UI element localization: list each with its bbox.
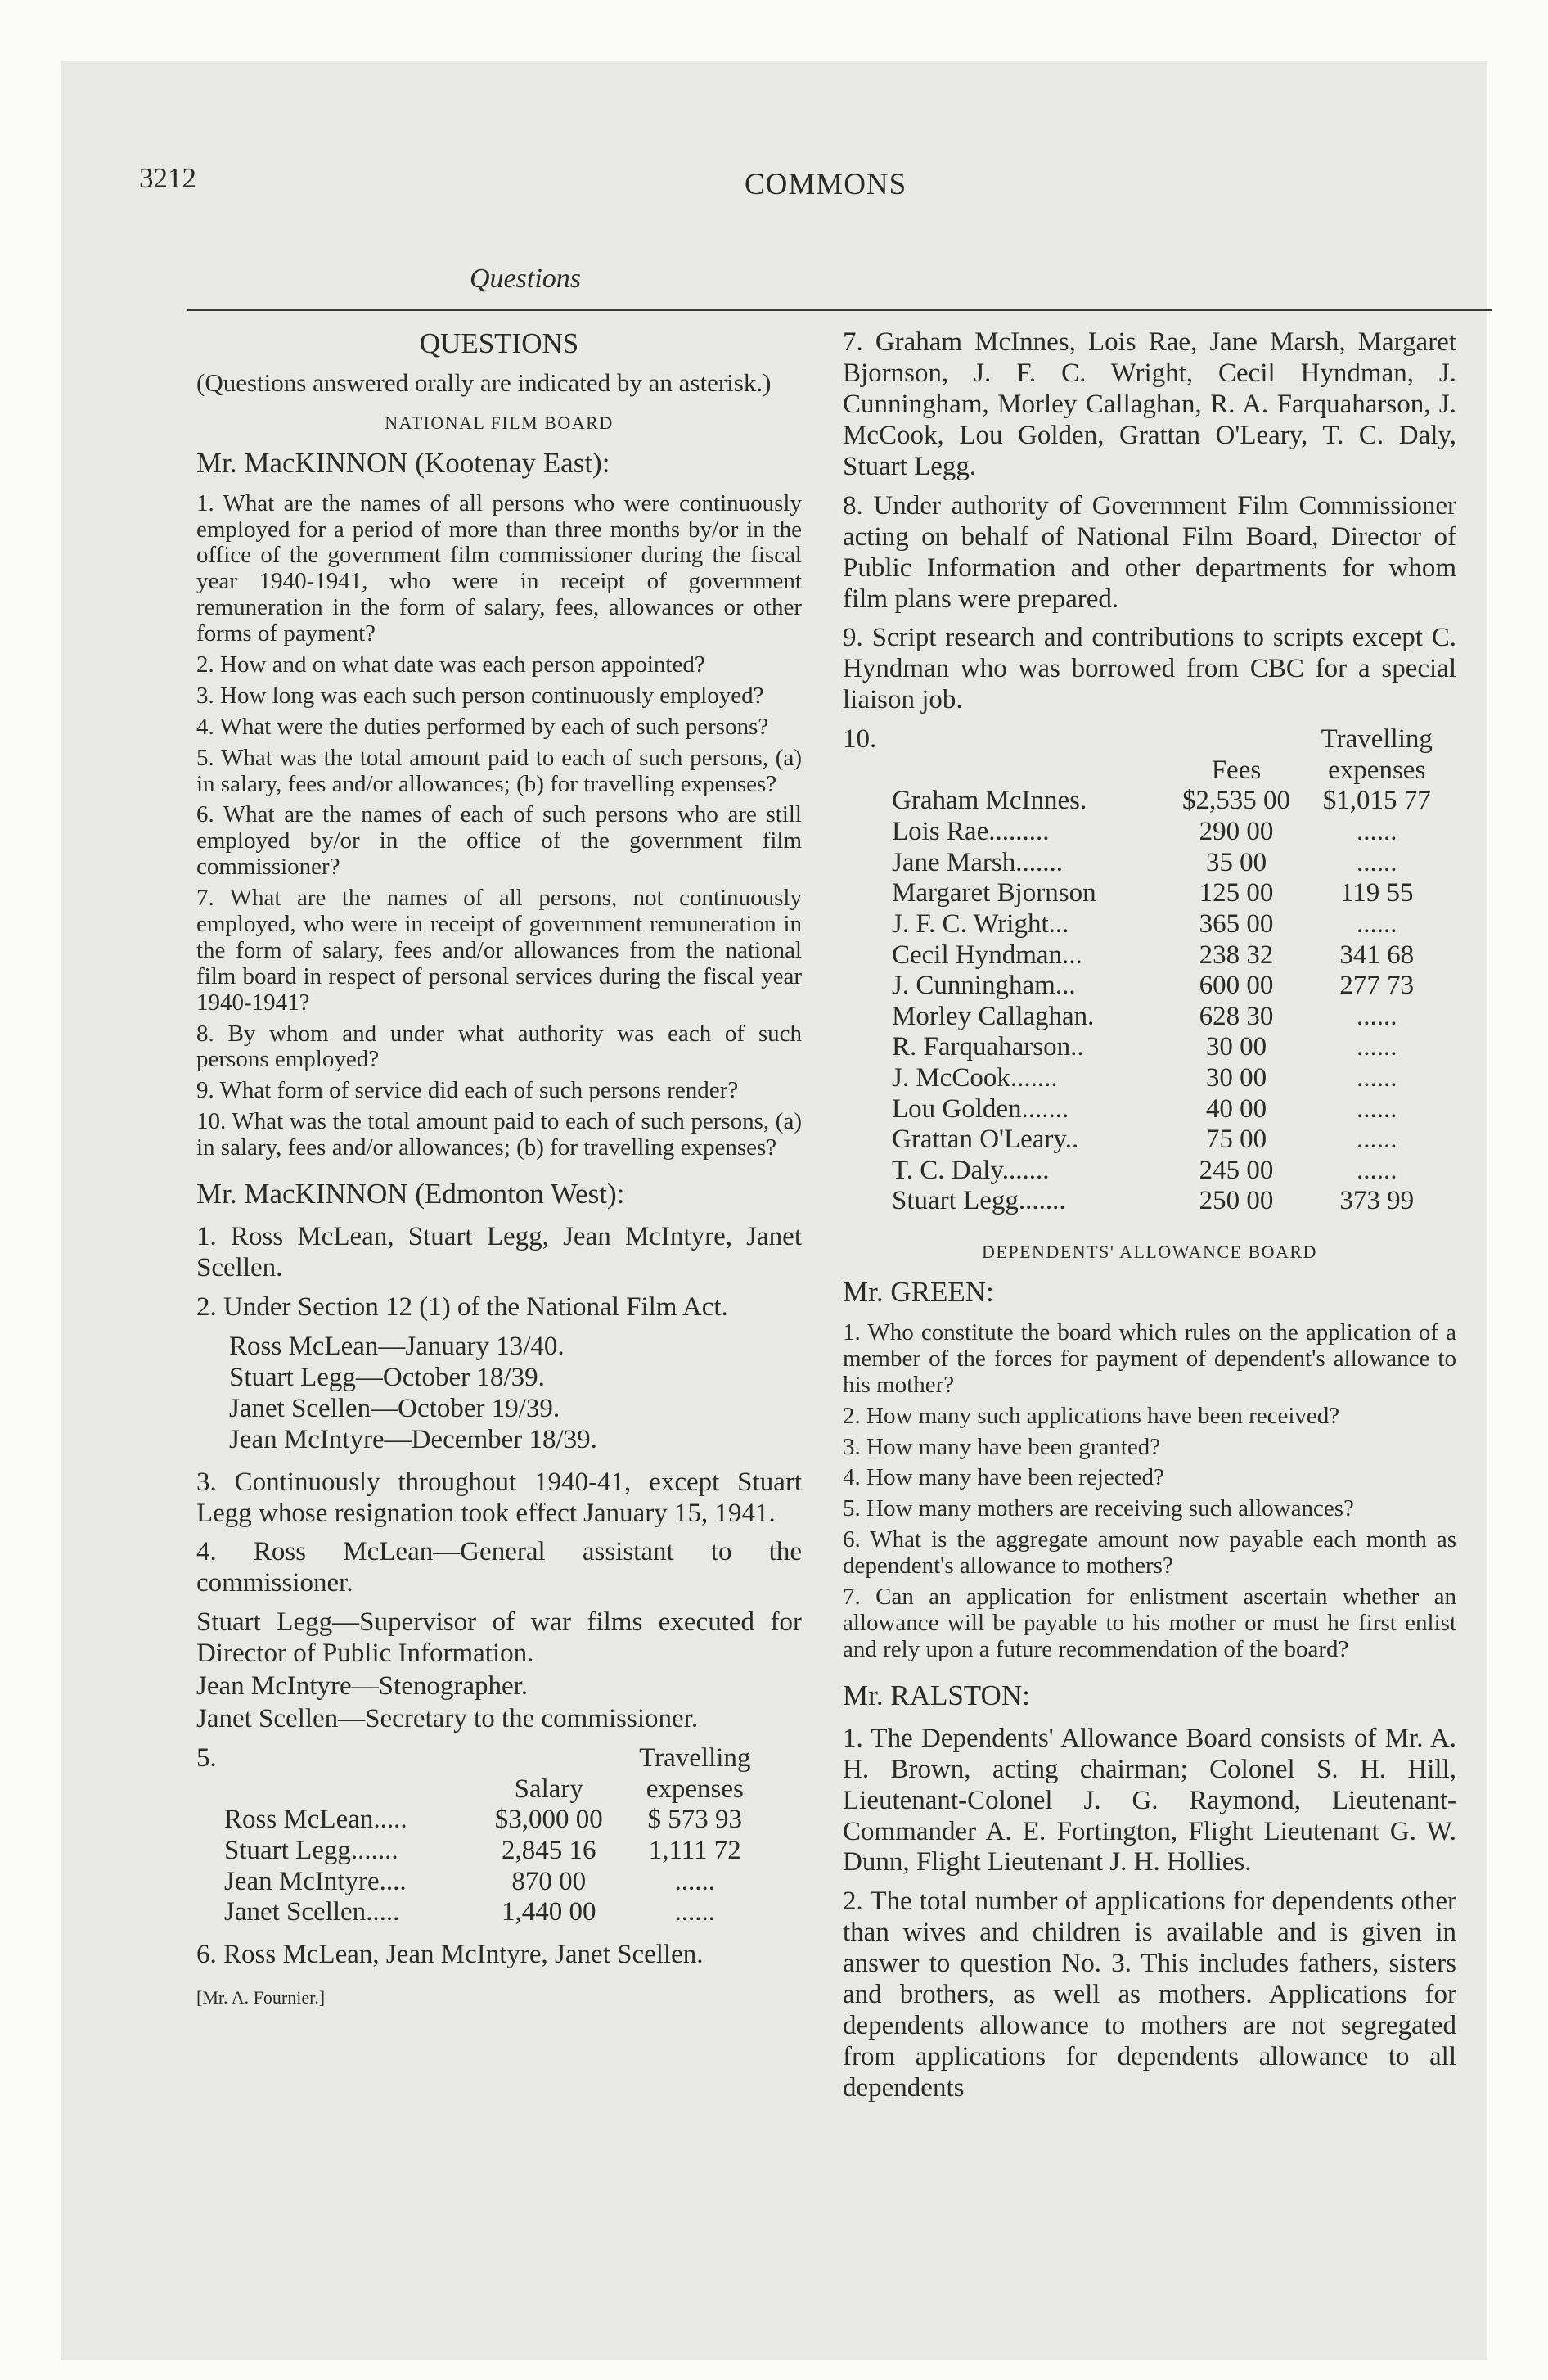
- question-paragraph: 4. How many have been rejected?: [843, 1464, 1164, 1491]
- row-name: Graham McInnes.: [892, 786, 1087, 816]
- table-row: [196, 1867, 769, 1898]
- answer-paragraph: 9. Script research and contributions to scripts except C. Hyndman who was borrowed from CBC for a special liaison job.: [843, 623, 1456, 715]
- table-row: [843, 1125, 1448, 1156]
- question-paragraph: 6. What are the names of each of such persons who are still employed by/or in the office of the government film commissioner?: [196, 801, 802, 881]
- row-value: ......: [1356, 847, 1397, 877]
- row-value: 373 99: [1339, 1186, 1415, 1216]
- row-name: Stuart Legg.......: [892, 1186, 1066, 1216]
- answer-paragraph: 7. Graham McInnes, Lois Rae, Jane Marsh, Margaret Bjornson, J. F. C. Wright, Cecil Hyndman, J. Cunningham, Morley Callaghan, R. A. Farquaharson, J. McCook, Lou Golden, Grattan O'Leary, T. C. Daly, Stuart Legg.: [843, 327, 1456, 481]
- row-name: J. McCook.......: [892, 1062, 1058, 1093]
- row-name: Grattan O'Leary..: [892, 1125, 1079, 1155]
- salary-table: [196, 1743, 769, 1928]
- page-subtitle: Questions: [470, 264, 581, 294]
- row-value: ......: [1356, 1062, 1397, 1093]
- column-header: Salary: [514, 1774, 583, 1804]
- column-header: expenses: [1328, 755, 1426, 785]
- page-number: 3212: [139, 162, 196, 194]
- row-value: ......: [1356, 817, 1397, 847]
- question-paragraph: 3. How long was each such person continuously employed?: [196, 682, 764, 709]
- question-paragraph: 7. What are the names of all persons, not continuously employed, who were in receipt of government remuneration in the form of salary, fees and/or allowances from the national film board in respect of personal services during the fiscal year 1940-1941?: [196, 885, 802, 1016]
- row-value: ......: [1356, 1093, 1397, 1124]
- page-scan: [61, 61, 1487, 2360]
- answer-paragraph: 2. Under Section 12 (1) of the National Film Act.: [196, 1291, 728, 1322]
- table-row: [843, 878, 1448, 909]
- answer-paragraph: 4. Ross McLean—General assistant to the commissioner.: [196, 1537, 802, 1598]
- row-name: Lou Golden.......: [892, 1093, 1069, 1124]
- date-line: Stuart Legg—October 18/39.: [229, 1362, 545, 1392]
- table-row: [843, 1186, 1448, 1217]
- row-value: 238 32: [1199, 940, 1274, 970]
- question-paragraph: 2. How and on what date was each person appointed?: [196, 651, 705, 678]
- row-value: ......: [674, 1897, 716, 1927]
- footnote: [Mr. A. Fournier.]: [196, 1986, 326, 2008]
- section-title: QUESTIONS: [419, 327, 579, 359]
- row-value: 125 00: [1199, 878, 1274, 908]
- question-paragraph: 1. Who constitute the board which rules on the application of a member of the forces for payment of dependent's allowance to his mother?: [843, 1319, 1456, 1398]
- row-value: 365 00: [1199, 908, 1274, 939]
- row-value: 40 00: [1205, 1093, 1267, 1124]
- table-row: [843, 1063, 1448, 1094]
- row-value: 35 00: [1205, 847, 1267, 877]
- column-header: Travelling: [1321, 724, 1433, 755]
- row-value: 870 00: [511, 1866, 587, 1896]
- question-paragraph: 9. What form of service did each of such persons render?: [196, 1077, 739, 1104]
- row-value: 628 30: [1199, 1001, 1274, 1031]
- answer-paragraph: 8. Under authority of Government Film Commissioner acting on behalf of National Film Board, Director of Public Information and other departments for whom film plans were prepared.: [843, 490, 1456, 614]
- column-header: Travelling: [639, 1743, 751, 1774]
- question-paragraph: 3. How many have been granted?: [843, 1433, 1161, 1460]
- question-paragraph: 5. What was the total amount paid to each of such persons, (a) in salary, fees and/or allowances; (b) for travelling expenses?: [196, 744, 802, 797]
- topic-heading: NATIONAL FILM BOARD: [385, 412, 614, 433]
- row-name: Morley Callaghan.: [892, 1001, 1095, 1031]
- table-row: [843, 1032, 1448, 1063]
- page-title: COMMONS: [745, 168, 907, 201]
- row-value: 290 00: [1199, 817, 1274, 847]
- question-paragraph: 8. By whom and under what authority was each of such persons employed?: [196, 1020, 802, 1073]
- row-name: Ross McLean.....: [224, 1805, 407, 1835]
- answer-paragraph: 2. The total number of applications for dependents other than wives and children is available and is given in answer to question No. 3. This includes fathers, sisters and brothers, as well as mothers. Applications for dependents allowance to mothers are not segregated from applications for dependents allowance to all dependents: [843, 1886, 1456, 2103]
- row-name: J. F. C. Wright...: [892, 908, 1069, 939]
- table-row: [196, 1897, 769, 1928]
- row-value: ......: [1356, 908, 1397, 939]
- question-paragraph: 5. How many mothers are receiving such allowances?: [843, 1495, 1354, 1522]
- speaker-heading: Mr. RALSTON:: [843, 1679, 1030, 1711]
- table-row: [843, 1094, 1448, 1125]
- question-paragraph: 4. What were the duties performed by each of such persons?: [196, 713, 769, 740]
- row-name: Jean McIntyre....: [224, 1866, 407, 1896]
- row-name: Margaret Bjornson: [892, 878, 1096, 908]
- date-line: Janet Scellen—October 19/39.: [229, 1393, 560, 1423]
- row-name: Janet Scellen.....: [224, 1897, 400, 1927]
- row-value: 341 68: [1339, 940, 1415, 970]
- row-value: ......: [1356, 1001, 1397, 1031]
- answer-paragraph: 6. Ross McLean, Jean McIntyre, Janet Scellen.: [196, 1939, 704, 1969]
- speaker-heading: Mr. MacKINNON (Edmonton West):: [196, 1178, 625, 1210]
- table-label: 5.: [196, 1743, 217, 1774]
- topic-heading: DEPENDENTS' ALLOWANCE BOARD: [982, 1242, 1317, 1262]
- speaker-heading: Mr. GREEN:: [843, 1276, 994, 1308]
- answer-paragraph: 1. Ross McLean, Stuart Legg, Jean McIntyre, Janet Scellen.: [196, 1222, 802, 1282]
- table-row: [843, 817, 1448, 848]
- question-paragraph: 10. What was the total amount paid to each of such persons, (a) in salary, fees and/or allowances; (b) for travelling expenses?: [196, 1108, 802, 1161]
- row-value: 119 55: [1339, 878, 1414, 908]
- row-value: 277 73: [1339, 971, 1415, 1001]
- column-header: Fees: [1211, 755, 1262, 785]
- table-row: [843, 786, 1448, 817]
- row-name: Lois Rae.........: [892, 817, 1050, 847]
- row-value: 245 00: [1199, 1155, 1274, 1185]
- left-column: [196, 327, 802, 2008]
- row-name: Cecil Hyndman...: [892, 940, 1082, 970]
- table-row: [196, 1805, 769, 1836]
- table-row: [843, 940, 1448, 971]
- row-value: 1,440 00: [501, 1897, 596, 1927]
- table-row: [843, 971, 1448, 1002]
- table-row: [843, 848, 1448, 879]
- column-header: expenses: [646, 1774, 744, 1804]
- table-row: [196, 1836, 769, 1867]
- answer-paragraph: 3. Continuously throughout 1940-41, except Stuart Legg whose resignation took effect January 15, 1941.: [196, 1467, 802, 1528]
- question-paragraph: 7. Can an application for enlistment ascertain whether an allowance will be payable to his mother or must he first enlist and rely upon a future recommendation of the board?: [843, 1584, 1456, 1662]
- row-value: 75 00: [1205, 1125, 1267, 1155]
- row-value: 1,111 72: [648, 1835, 741, 1865]
- intro-note: (Questions answered orally are indicated by an asterisk.): [196, 368, 772, 397]
- row-value: ......: [1356, 1125, 1397, 1155]
- fees-table: [843, 724, 1448, 1217]
- question-paragraph: 6. What is the aggregate amount now payable each month as dependent's allowance to mothers?: [843, 1526, 1456, 1580]
- speaker-heading: Mr. MacKINNON (Kootenay East):: [196, 446, 610, 479]
- row-name: Stuart Legg.......: [224, 1835, 398, 1865]
- row-value: $2,535 00: [1181, 786, 1290, 816]
- row-value: $ 573 93: [647, 1805, 743, 1835]
- row-value: 250 00: [1199, 1186, 1274, 1216]
- row-name: Jane Marsh.......: [892, 847, 1063, 877]
- answer-paragraph: Janet Scellen—Secretary to the commissioner.: [196, 1704, 699, 1734]
- table-label: 10.: [843, 724, 877, 755]
- row-value: $3,000 00: [494, 1805, 603, 1835]
- answer-paragraph: Stuart Legg—Supervisor of war films executed for Director of Public Information.: [196, 1607, 802, 1669]
- row-value: $1,015 77: [1322, 786, 1431, 816]
- table-row: [843, 909, 1448, 940]
- row-value: 600 00: [1199, 971, 1274, 1001]
- question-paragraph: 1. What are the names of all persons who were continuously employed for a period of more than three months by/or in the office of the government film commissioner during the fiscal year 1940-1941, who were in receipt of government remuneration in the form of salary, fees, allowances or other forms of payment?: [196, 489, 802, 647]
- date-line: Jean McIntyre—December 18/39.: [229, 1424, 597, 1454]
- row-value: 30 00: [1205, 1062, 1267, 1093]
- row-value: 30 00: [1205, 1032, 1267, 1062]
- row-value: ......: [674, 1866, 716, 1896]
- question-paragraph: 2. How many such applications have been received?: [843, 1402, 1340, 1429]
- row-value: ......: [1356, 1155, 1397, 1185]
- row-value: ......: [1356, 1032, 1397, 1062]
- answer-paragraph: Jean McIntyre—Stenographer.: [196, 1671, 529, 1702]
- table-row: [843, 1002, 1448, 1033]
- row-name: R. Farquaharson..: [892, 1032, 1084, 1062]
- header-rule: [187, 309, 1492, 311]
- date-line: Ross McLean—January 13/40.: [229, 1331, 565, 1361]
- row-name: J. Cunningham...: [892, 971, 1076, 1001]
- row-value: 2,845 16: [501, 1835, 596, 1865]
- answer-paragraph: 1. The Dependents' Allowance Board consists of Mr. A. H. Brown, acting chairman; Colonel S. H. Hill, Lieutenant-Colonel J. G. Raymond, Lieutenant-Commander A. E. Fortington, Flight Lieutenant G. W. Dunn, Flight Lieutenant J. H. Hollies.: [843, 1723, 1456, 1877]
- row-name: T. C. Daly.......: [892, 1155, 1050, 1185]
- right-column: [843, 327, 1456, 2112]
- table-row: [843, 1156, 1448, 1187]
